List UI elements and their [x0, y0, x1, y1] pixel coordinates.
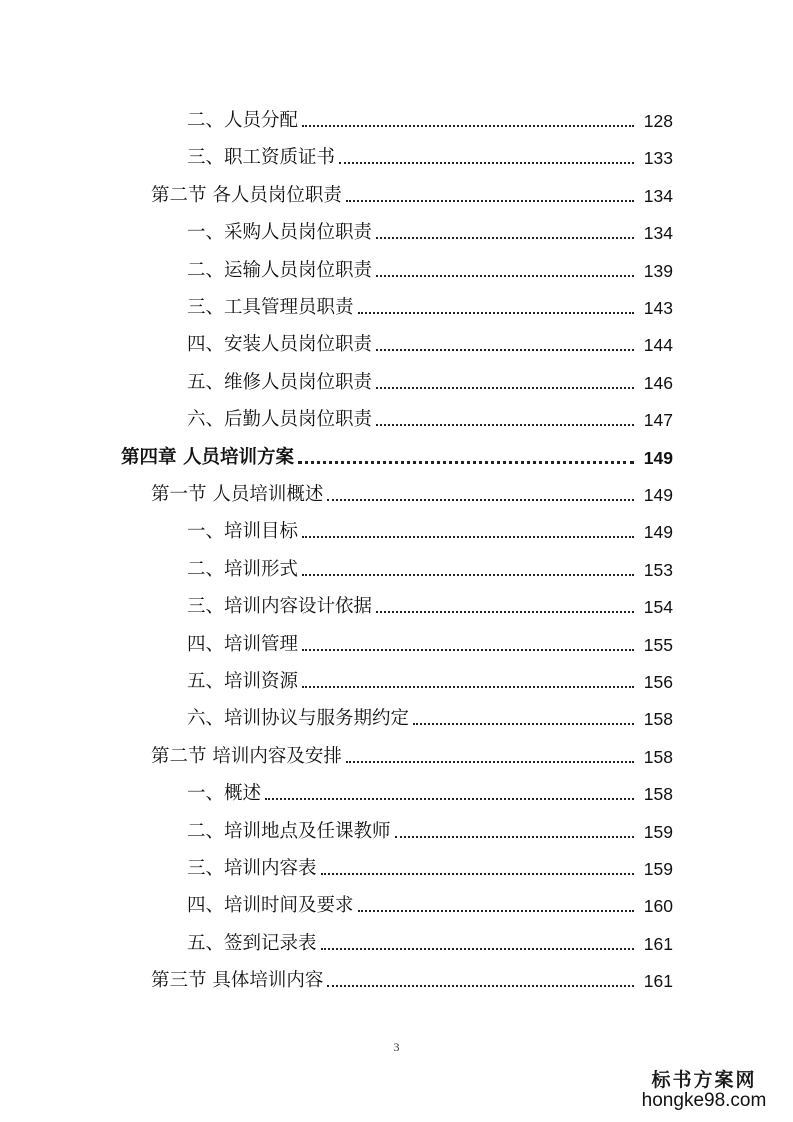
- toc-entry-page: 158: [643, 784, 673, 805]
- toc-entry-title: 五、维修人员岗位职责: [187, 371, 373, 393]
- toc-entry[interactable]: [0, 141, 793, 169]
- toc-entry-title: 第一节 人员培训概述: [151, 484, 324, 505]
- toc-entry-title: 一、培训目标: [187, 521, 299, 543]
- toc-entry-title: 二、培训形式: [187, 558, 299, 580]
- toc-entry-title: 三、培训内容设计依据: [187, 596, 373, 618]
- toc-entry-page: 143: [643, 298, 673, 318]
- toc-entry-page: 159: [643, 859, 673, 879]
- toc-dot-leader: [413, 723, 634, 725]
- toc-dot-leader: [327, 985, 634, 987]
- toc-entry-title: 第三节 具体培训内容: [151, 970, 324, 992]
- toc-dot-leader: [339, 162, 634, 164]
- toc-dot-leader: [376, 237, 634, 239]
- toc-entry[interactable]: [0, 515, 793, 543]
- toc-dot-leader: [265, 798, 634, 800]
- watermark-url: hongke98.com: [641, 1090, 767, 1111]
- toc-entry-title: 三、职工资质证书: [187, 147, 336, 169]
- toc-dot-leader: [346, 761, 634, 763]
- toc-dot-leader: [302, 649, 634, 651]
- toc-entry-title: 四、安装人员岗位职责: [187, 334, 373, 356]
- toc-dot-leader: [298, 461, 634, 464]
- toc-entry-page: 156: [643, 672, 673, 692]
- toc-entry-page: 158: [643, 709, 673, 730]
- toc-entry[interactable]: [0, 815, 793, 843]
- toc-entry-page: 134: [643, 185, 673, 206]
- toc-entry-title: 第二节 各人员岗位职责: [151, 184, 342, 206]
- toc-entry-title: 第四章 人员培训方案: [121, 446, 294, 468]
- toc-entry-title: 三、培训内容表: [187, 858, 317, 879]
- toc-entry-title: 四、培训管理: [187, 633, 299, 655]
- toc-entry-title: 六、后勤人员岗位职责: [187, 409, 373, 431]
- toc-entry-title: 二、运输人员岗位职责: [187, 259, 373, 281]
- toc-entry[interactable]: [0, 478, 793, 506]
- watermark: [629, 1065, 779, 1112]
- toc-entry-title: 二、人员分配: [187, 110, 299, 131]
- toc-entry-page: 134: [643, 223, 673, 244]
- toc-entry-page: 149: [643, 485, 673, 505]
- toc-entry-page: 155: [643, 634, 673, 655]
- toc-entry-title: 第二节 培训内容及安排: [151, 745, 342, 767]
- toc-entry[interactable]: [0, 590, 793, 618]
- toc-entry[interactable]: [0, 852, 793, 880]
- toc-dot-leader: [376, 611, 634, 613]
- toc-entry-title: 三、工具管理员职责: [187, 297, 354, 318]
- toc-entry[interactable]: [0, 702, 793, 730]
- toc-entry[interactable]: [0, 628, 793, 656]
- toc-dot-leader: [302, 536, 634, 538]
- toc-entry-title: 六、培训协议与服务期约定: [187, 708, 410, 730]
- toc-entry[interactable]: [0, 927, 793, 955]
- toc-dot-leader: [376, 275, 634, 277]
- toc-entry-title: 一、采购人员岗位职责: [187, 222, 373, 244]
- toc-entry-page: 144: [643, 335, 673, 356]
- watermark-site-name: 标书方案网: [651, 1069, 757, 1091]
- toc-dot-leader: [302, 125, 634, 127]
- toc-entry[interactable]: [0, 441, 793, 469]
- toc-entry-title: 二、培训地点及任课教师: [187, 820, 391, 842]
- toc-entry[interactable]: [0, 216, 793, 244]
- toc-entry-page: 160: [643, 896, 673, 917]
- toc-dot-leader: [321, 873, 634, 875]
- toc-entry[interactable]: [0, 403, 793, 431]
- toc-entry-page: 147: [643, 410, 673, 431]
- toc-entry-page: 158: [643, 746, 673, 767]
- toc-dot-leader: [327, 499, 634, 501]
- toc-entry[interactable]: [0, 740, 793, 768]
- toc-entry-page: 161: [643, 971, 673, 992]
- toc-entry[interactable]: [0, 328, 793, 356]
- toc-entry[interactable]: [0, 553, 793, 581]
- toc-dot-leader: [376, 387, 634, 389]
- toc-entry-page: 154: [643, 597, 673, 618]
- toc-entry[interactable]: [0, 254, 793, 282]
- toc-entry-title: 四、培训时间及要求: [187, 895, 354, 917]
- toc-dot-leader: [358, 910, 634, 912]
- page-number: 3: [393, 1040, 400, 1054]
- toc-entry[interactable]: [0, 889, 793, 917]
- toc-entry-title: 五、培训资源: [187, 671, 299, 692]
- toc-entry-page: 128: [643, 111, 673, 131]
- toc-entry[interactable]: [0, 964, 793, 992]
- toc-entry-title: 一、概述: [187, 783, 262, 805]
- toc-entry[interactable]: [0, 366, 793, 394]
- toc-dot-leader: [358, 312, 634, 314]
- toc-entry-page: 139: [643, 260, 673, 281]
- toc-dot-leader: [346, 200, 634, 202]
- toc-entry[interactable]: [0, 104, 793, 132]
- toc-dot-leader: [376, 349, 634, 351]
- toc-dot-leader: [376, 424, 634, 426]
- toc-dot-leader: [302, 574, 634, 576]
- toc-entry[interactable]: [0, 179, 793, 207]
- toc-dot-leader: [302, 686, 634, 688]
- toc-dot-leader: [321, 948, 634, 950]
- toc-entry[interactable]: [0, 291, 793, 319]
- toc-entry-title: 五、签到记录表: [187, 932, 317, 954]
- toc-entry-page: 149: [643, 522, 673, 543]
- toc-entry[interactable]: [0, 777, 793, 805]
- toc-entry-page: 146: [643, 372, 673, 393]
- toc-dot-leader: [395, 836, 634, 838]
- toc-entry-page: 159: [643, 821, 673, 842]
- toc-entry-page: 153: [643, 559, 673, 580]
- toc-entry-page: 149: [643, 447, 673, 468]
- toc-entry-page: 133: [643, 148, 673, 169]
- toc-entry[interactable]: [0, 665, 793, 693]
- toc-entry-page: 161: [643, 933, 673, 954]
